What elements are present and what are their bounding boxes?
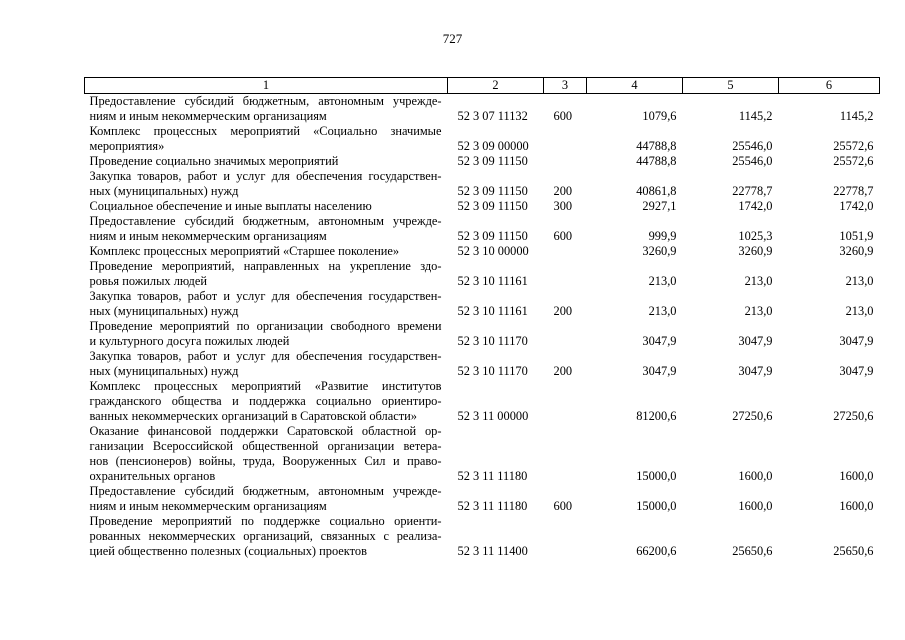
expense-name-line: мероприятия»: [89, 139, 165, 153]
expense-name: [85, 169, 448, 199]
table-row: [85, 484, 880, 514]
amount-year-1: 1079,6: [642, 109, 677, 123]
expense-name: [85, 289, 448, 319]
table-row: [85, 154, 880, 169]
expense-name-line: Проведение мероприятий по поддержке социально ориенти-: [89, 514, 442, 528]
amount-year-1: 15000,0: [636, 469, 677, 483]
expense-name: [85, 349, 448, 379]
amount-year-3: 213,0: [845, 304, 874, 318]
expense-name: [85, 514, 448, 559]
expense-name-line: и культурного досуга пожилых людей: [89, 334, 290, 348]
target-article-code: 52 3 09 11150: [457, 154, 528, 168]
amount-year-1: 213,0: [648, 274, 677, 288]
amount-year-3: 3260,9: [839, 244, 874, 258]
amount-year-2: 213,0: [744, 304, 773, 318]
expense-type-code: [544, 514, 587, 559]
target-article-code: 52 3 10 00000: [457, 244, 529, 258]
expense-type-code: 300: [553, 199, 573, 213]
expense-name: [85, 259, 448, 289]
amount-year-1: 66200,6: [636, 544, 677, 558]
amount-year-3: 213,0: [845, 274, 874, 288]
expense-type-code: 200: [553, 304, 573, 318]
target-article-code: 52 3 09 11150: [457, 229, 528, 243]
amount-year-3: 22778,7: [833, 184, 874, 198]
amount-year-2: 213,0: [744, 274, 773, 288]
expense-name-line: Оказание финансовой поддержки Саратовской областной ор-: [89, 424, 442, 438]
expense-name: [85, 199, 448, 214]
expense-type-code: 600: [553, 499, 573, 513]
target-article-code: 52 3 10 11170: [457, 364, 528, 378]
expense-type-code: 200: [553, 184, 573, 198]
expense-type-code: [544, 319, 587, 349]
amount-year-3: 1600,0: [839, 499, 874, 513]
table-row: [85, 94, 880, 125]
target-article-code: 52 3 11 11400: [457, 544, 528, 558]
expense-type-code: [544, 244, 587, 259]
amount-year-3: 25572,6: [833, 154, 874, 168]
expense-name-line: охранительных органов: [89, 469, 216, 483]
column-header: 1: [85, 78, 448, 94]
amount-year-2: 22778,7: [732, 184, 773, 198]
header-row: [85, 78, 880, 94]
amount-year-2: 1600,0: [738, 469, 773, 483]
amount-year-3: 1742,0: [839, 199, 874, 213]
amount-year-2: 1145,2: [738, 109, 773, 123]
page-number: 727: [442, 31, 463, 46]
expense-name: [85, 214, 448, 244]
expense-type-code: 200: [553, 364, 573, 378]
expense-name-line: Закупка товаров, работ и услуг для обеспечения государствен-: [89, 289, 442, 303]
expense-name: [85, 484, 448, 514]
table-row: [85, 199, 880, 214]
expense-name-line: ниям и иным некоммерческим организациям: [89, 109, 327, 123]
expense-name: [85, 424, 448, 484]
expense-name-line: цией общественно полезных (социальных) проектов: [89, 544, 367, 558]
amount-year-3: 1145,2: [839, 109, 874, 123]
amount-year-2: 1600,0: [738, 499, 773, 513]
expense-name-line: ных (муниципальных) нужд: [89, 304, 239, 318]
amount-year-2: 25650,6: [732, 544, 773, 558]
expense-type-code: 600: [553, 109, 573, 123]
amount-year-3: 25650,6: [833, 544, 874, 558]
table-row: [85, 259, 880, 289]
table-row: [85, 169, 880, 199]
expense-name-line: Комплекс процессных мероприятий «Старшее поколение»: [89, 244, 400, 258]
table-row: [85, 424, 880, 484]
amount-year-2: 25546,0: [732, 154, 773, 168]
target-article-code: 52 3 11 00000: [457, 409, 529, 423]
expense-name: [85, 379, 448, 424]
expense-name-line: Предоставление субсидий бюджетным, автономным учрежде-: [89, 94, 442, 108]
amount-year-2: 27250,6: [732, 409, 773, 423]
amount-year-1: 81200,6: [636, 409, 677, 423]
amount-year-1: 40861,8: [636, 184, 677, 198]
expense-name-line: Комплекс процессных мероприятий «Развитие институтов: [89, 379, 442, 393]
amount-year-1: 2927,1: [642, 199, 677, 213]
amount-year-2: 3260,9: [738, 244, 773, 258]
table-row: [85, 244, 880, 259]
expense-name-line: Комплекс процессных мероприятий «Социально значимые: [89, 124, 442, 138]
amount-year-2: 1742,0: [738, 199, 773, 213]
expense-name: [85, 319, 448, 349]
table-row: [85, 214, 880, 244]
expense-name-line: ных (муниципальных) нужд: [89, 184, 239, 198]
amount-year-1: 999,9: [648, 229, 677, 243]
target-article-code: 52 3 10 11161: [457, 274, 528, 288]
expense-name: [85, 124, 448, 154]
expense-type-code: 600: [553, 229, 573, 243]
expense-name: [85, 94, 448, 125]
amount-year-1: 3047,9: [642, 364, 677, 378]
expense-name-line: Предоставление субсидий бюджетным, автономным учрежде-: [89, 484, 442, 498]
column-header: 5: [683, 78, 779, 94]
target-article-code: 52 3 09 11150: [457, 199, 528, 213]
column-header: 6: [779, 78, 880, 94]
amount-year-3: 3047,9: [839, 334, 874, 348]
target-article-code: 52 3 11 11180: [457, 469, 528, 483]
expense-name-line: ганизации Всероссийской общественной организации ветера-: [89, 439, 442, 453]
column-header: 2: [448, 78, 544, 94]
expense-name-line: Социальное обеспечение и иные выплаты населению: [89, 199, 372, 213]
table-row: [85, 514, 880, 559]
target-article-code: 52 3 09 11150: [457, 184, 528, 198]
target-article-code: 52 3 11 11180: [457, 499, 528, 513]
expense-name-line: Закупка товаров, работ и услуг для обеспечения государствен-: [89, 169, 442, 183]
target-article-code: 52 3 10 11161: [457, 304, 528, 318]
column-header: 3: [544, 78, 587, 94]
amount-year-1: 44788,8: [636, 139, 677, 153]
expense-type-code: [544, 154, 587, 169]
table-row: [85, 379, 880, 424]
table-body: [85, 94, 880, 560]
table-row: [85, 124, 880, 154]
amount-year-1: 44788,8: [636, 154, 677, 168]
expense-name-line: Закупка товаров, работ и услуг для обеспечения государствен-: [89, 349, 442, 363]
expense-name-line: гражданского общества и поддержка социально ориентиро-: [89, 394, 442, 408]
expense-name-line: ровья пожилых людей: [89, 274, 207, 288]
table-row: [85, 289, 880, 319]
target-article-code: 52 3 10 11170: [457, 334, 528, 348]
amount-year-1: 213,0: [648, 304, 677, 318]
expense-name: [85, 244, 448, 259]
expense-name-line: ванных некоммерческих организаций в Саратовской области»: [89, 409, 417, 423]
amount-year-1: 3260,9: [642, 244, 677, 258]
expense-name-line: Предоставление субсидий бюджетным, автономным учрежде-: [89, 214, 442, 228]
expense-type-code: [544, 424, 587, 484]
expense-name-line: Проведение мероприятий по организации свободного времени: [89, 319, 442, 333]
expense-name: [85, 154, 448, 169]
expense-name-line: ных (муниципальных) нужд: [89, 364, 239, 378]
amount-year-3: 1051,9: [839, 229, 874, 243]
target-article-code: 52 3 09 00000: [457, 139, 529, 153]
expense-name-line: Проведение мероприятий, направленных на укрепление здо-: [89, 259, 442, 273]
expense-type-code: [544, 259, 587, 289]
table-row: [85, 319, 880, 349]
expense-name-line: ниям и иным некоммерческим организациям: [89, 499, 327, 513]
amount-year-2: 25546,0: [732, 139, 773, 153]
amount-year-2: 3047,9: [738, 334, 773, 348]
expense-name-line: Проведение социально значимых мероприятий: [89, 154, 339, 168]
amount-year-1: 3047,9: [642, 334, 677, 348]
expense-name-line: нов (пенсионеров) войны, труда, Вооруженных Сил и право-: [89, 454, 442, 468]
amount-year-1: 15000,0: [636, 499, 677, 513]
amount-year-2: 1025,3: [738, 229, 773, 243]
amount-year-3: 3047,9: [839, 364, 874, 378]
amount-year-2: 3047,9: [738, 364, 773, 378]
expense-name-line: рованных некоммерческих организаций, связанных с реализа-: [89, 529, 442, 543]
amount-year-3: 1600,0: [839, 469, 874, 483]
column-header: 4: [587, 78, 683, 94]
budget-table: [84, 77, 880, 559]
expense-type-code: [544, 379, 587, 424]
amount-year-3: 25572,6: [833, 139, 874, 153]
amount-year-3: 27250,6: [833, 409, 874, 423]
expense-name-line: ниям и иным некоммерческим организациям: [89, 229, 327, 243]
expense-type-code: [544, 124, 587, 154]
target-article-code: 52 3 07 11132: [457, 109, 528, 123]
table-row: [85, 349, 880, 379]
